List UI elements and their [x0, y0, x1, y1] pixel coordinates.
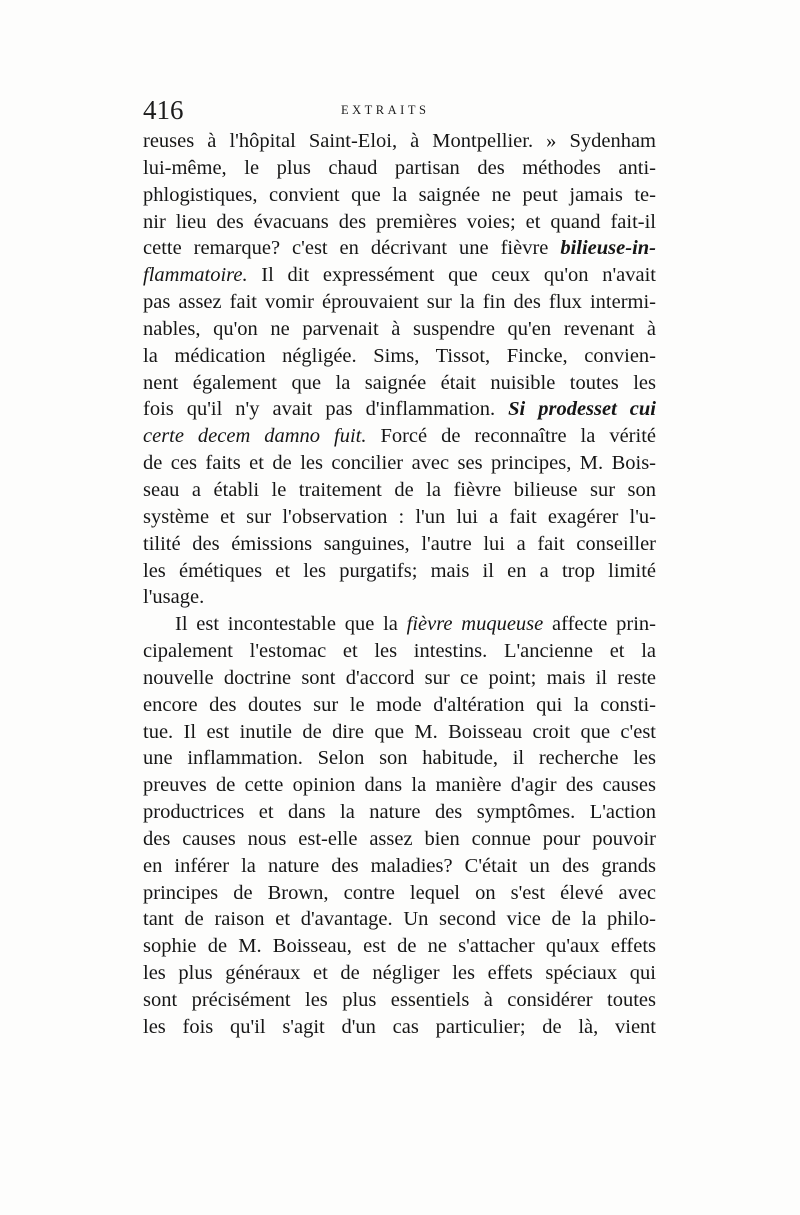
text-line: preuves de cette opinion dans la manière d'agir des causes	[143, 774, 656, 797]
text-line: système et sur l'observation : l'un lui a fait exagérer l'u-	[143, 505, 656, 528]
text-line: de ces faits et de les concilier avec ses principes, M. Bois-	[143, 452, 656, 475]
text-line: nent également que la saignée était nuisible toutes les	[143, 371, 656, 394]
text-line: nables, qu'on ne parvenait à suspendre qu'en revenant à	[143, 317, 656, 340]
paragraph-end-line: l'usage.	[143, 586, 205, 609]
text-line: tilité des émissions sanguines, l'autre lui a fait conseiller	[143, 532, 656, 555]
text-line: nouvelle doctrine sont d'accord sur ce point; mais il reste	[143, 666, 656, 689]
text-line: productrices et dans la nature des symptômes. L'action	[143, 801, 656, 824]
running-head: EXTRAITS	[341, 103, 430, 117]
paragraph-start-line: Il est incontestable que la fièvre muqueuse affecte prin-	[175, 613, 656, 636]
page-header	[143, 95, 658, 125]
text-line: nir lieu des évacuans des premières voies; et quand fait-il	[143, 210, 656, 233]
text-line: les émétiques et les purgatifs; mais il en a trop limité	[143, 559, 656, 582]
text-line: fois qu'il n'y avait pas d'inflammation. Si prodesset cui	[143, 398, 656, 421]
text-line: une inflammation. Selon son habitude, il recherche les	[143, 747, 656, 770]
text-line: les fois qu'il s'agit d'un cas particulier; de là, vient	[143, 1015, 656, 1038]
latin-quote: certe decem damno fuit.	[143, 425, 367, 448]
text-line: les plus généraux et de négliger les effets spéciaux qui	[143, 962, 656, 985]
text-line: cette remarque? c'est en décrivant une fièvre bilieuse-in-	[143, 237, 656, 260]
text-line: encore des doutes sur le mode d'altération qui la consti-	[143, 693, 656, 716]
text-line: principes de Brown, contre lequel on s'est élevé avec	[143, 881, 656, 904]
italic-term: flammatoire.	[143, 264, 248, 287]
page-number: 416	[143, 95, 184, 125]
latin-quote: Si prodesset cui	[508, 398, 656, 421]
text-line: certe decem damno fuit. Forcé de reconnaître la vérité	[143, 425, 656, 448]
text-line: en inférer la nature des maladies? C'était un des grands	[143, 854, 656, 877]
italic-term: bilieuse-in-	[560, 237, 656, 260]
text-line: reuses à l'hôpital Saint-Eloi, à Montpellier. » Sydenham	[143, 130, 656, 152]
text-line: phlogistiques, convient que la saignée ne peut jamais te-	[143, 183, 656, 206]
text-line: sont précisément les plus essentiels à considérer toutes	[143, 989, 656, 1011]
text-line: tant de raison et d'avantage. Un second vice de la philo-	[143, 908, 656, 931]
text-line: des causes nous est-elle assez bien connue pour pouvoir	[143, 827, 656, 850]
italic-term: fièvre muqueuse	[406, 613, 544, 636]
text-line: sophie de M. Boisseau, est de ne s'attacher qu'aux effets	[143, 935, 656, 958]
text-line: lui-même, le plus chaud partisan des méthodes anti-	[143, 156, 656, 179]
text-line: seau a établi le traitement de la fièvre bilieuse sur son	[143, 478, 656, 501]
text-line: tue. Il est inutile de dire que M. Boisseau croit que c'est	[143, 720, 656, 743]
text-line: la médication négligée. Sims, Tissot, Fincke, convien-	[143, 344, 656, 367]
body-text	[143, 128, 656, 1041]
text-line: pas assez fait vomir éprouvaient sur la fin des flux intermi-	[143, 291, 656, 314]
text-line: flammatoire. Il dit expressément que ceux qu'on n'avait	[143, 264, 656, 287]
text-line: cipalement l'estomac et les intestins. L'ancienne et la	[143, 640, 656, 663]
